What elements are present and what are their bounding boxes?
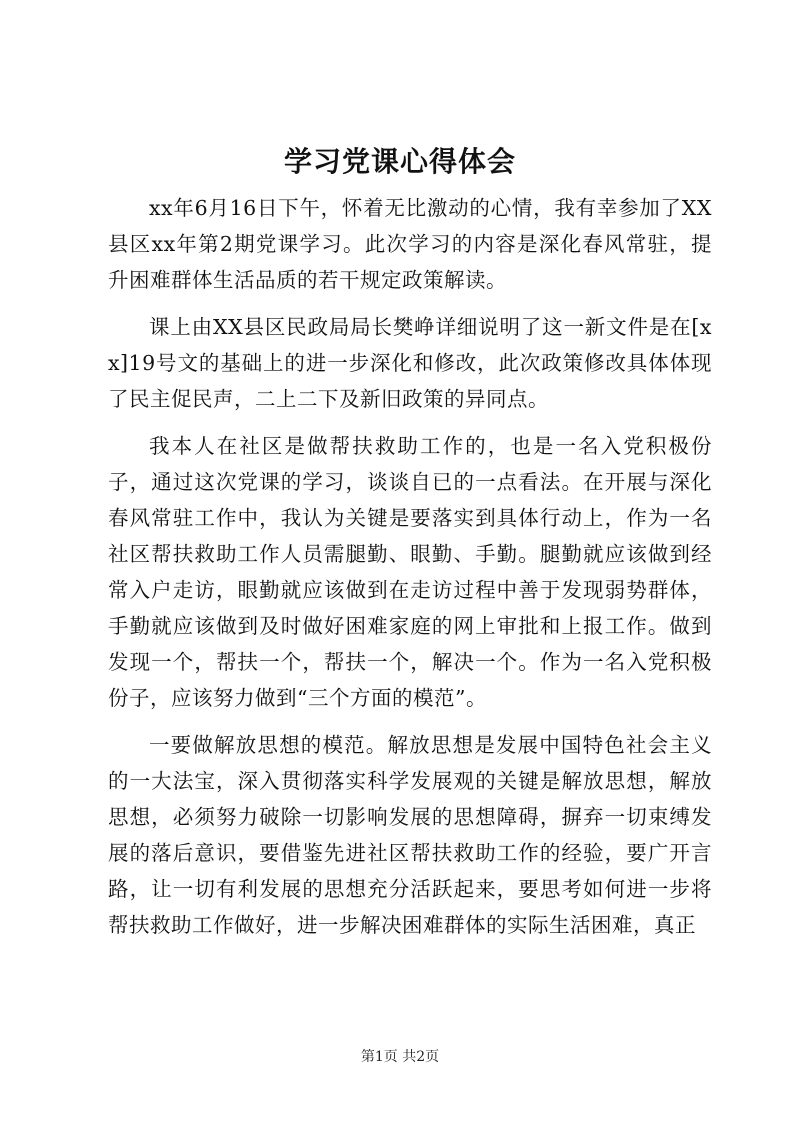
paragraph-3: 我本人在社区是做帮扶救助工作的，也是一名入党积极份子，通过这次党课的学习，谈谈自已的一点看法。在开展与深化春风常驻工作中，我认为关键是要落实到具体行动上，作为一名社区帮扶救助工作人员需腿勤、眼勤、手勤。腿勤就应该做到经常入户走访，眼勤就应该做到在走访过程中善于发现弱势群体，手勤就应该做到及时做好困难家庭的网上审批和上报工作。做到发现一个，帮扶一个，帮扶一个，解决一个。作为一名入党积极份子，应该努力做到“三个方面的模范”。 (108, 434, 712, 710)
document-title: 学习党课心得体会 (283, 145, 516, 178)
paragraph-2: 课上由XX县区民政局局长樊峥详细说明了这一新文件是在[xx]19号文的基础上的进一步深化和修改，此次政策修改具体体现了民主促民声，二上二下及新旧政策的异同点。 (108, 315, 712, 411)
paragraph-1: xx年6月16日下午，怀着无比激动的心情，我有幸参加了XX县区xx年第2期党课学习。此次学习的内容是深化春风常驻，提升困难群体生活品质的若干规定政策解读。 (108, 196, 712, 292)
page-number-footer: 第1页 共2页 (360, 1049, 440, 1065)
document-body (108, 190, 712, 943)
paragraph-4: 一要做解放思想的模范。解放思想是发展中国特色社会主义的一大法宝，深入贯彻落实科学发展观的关键是解放思想，解放思想，必须努力破除一切影响发展的思想障碍，摒弃一切束缚发展的落后意识，要借鉴先进社区帮扶救助工作的经验，要广开言路，让一切有利发展的思想充分活跃起来，要思考如何进一步将帮扶救助工作做好，进一步解决困难群体的实际生活困难，真正 (108, 733, 712, 937)
